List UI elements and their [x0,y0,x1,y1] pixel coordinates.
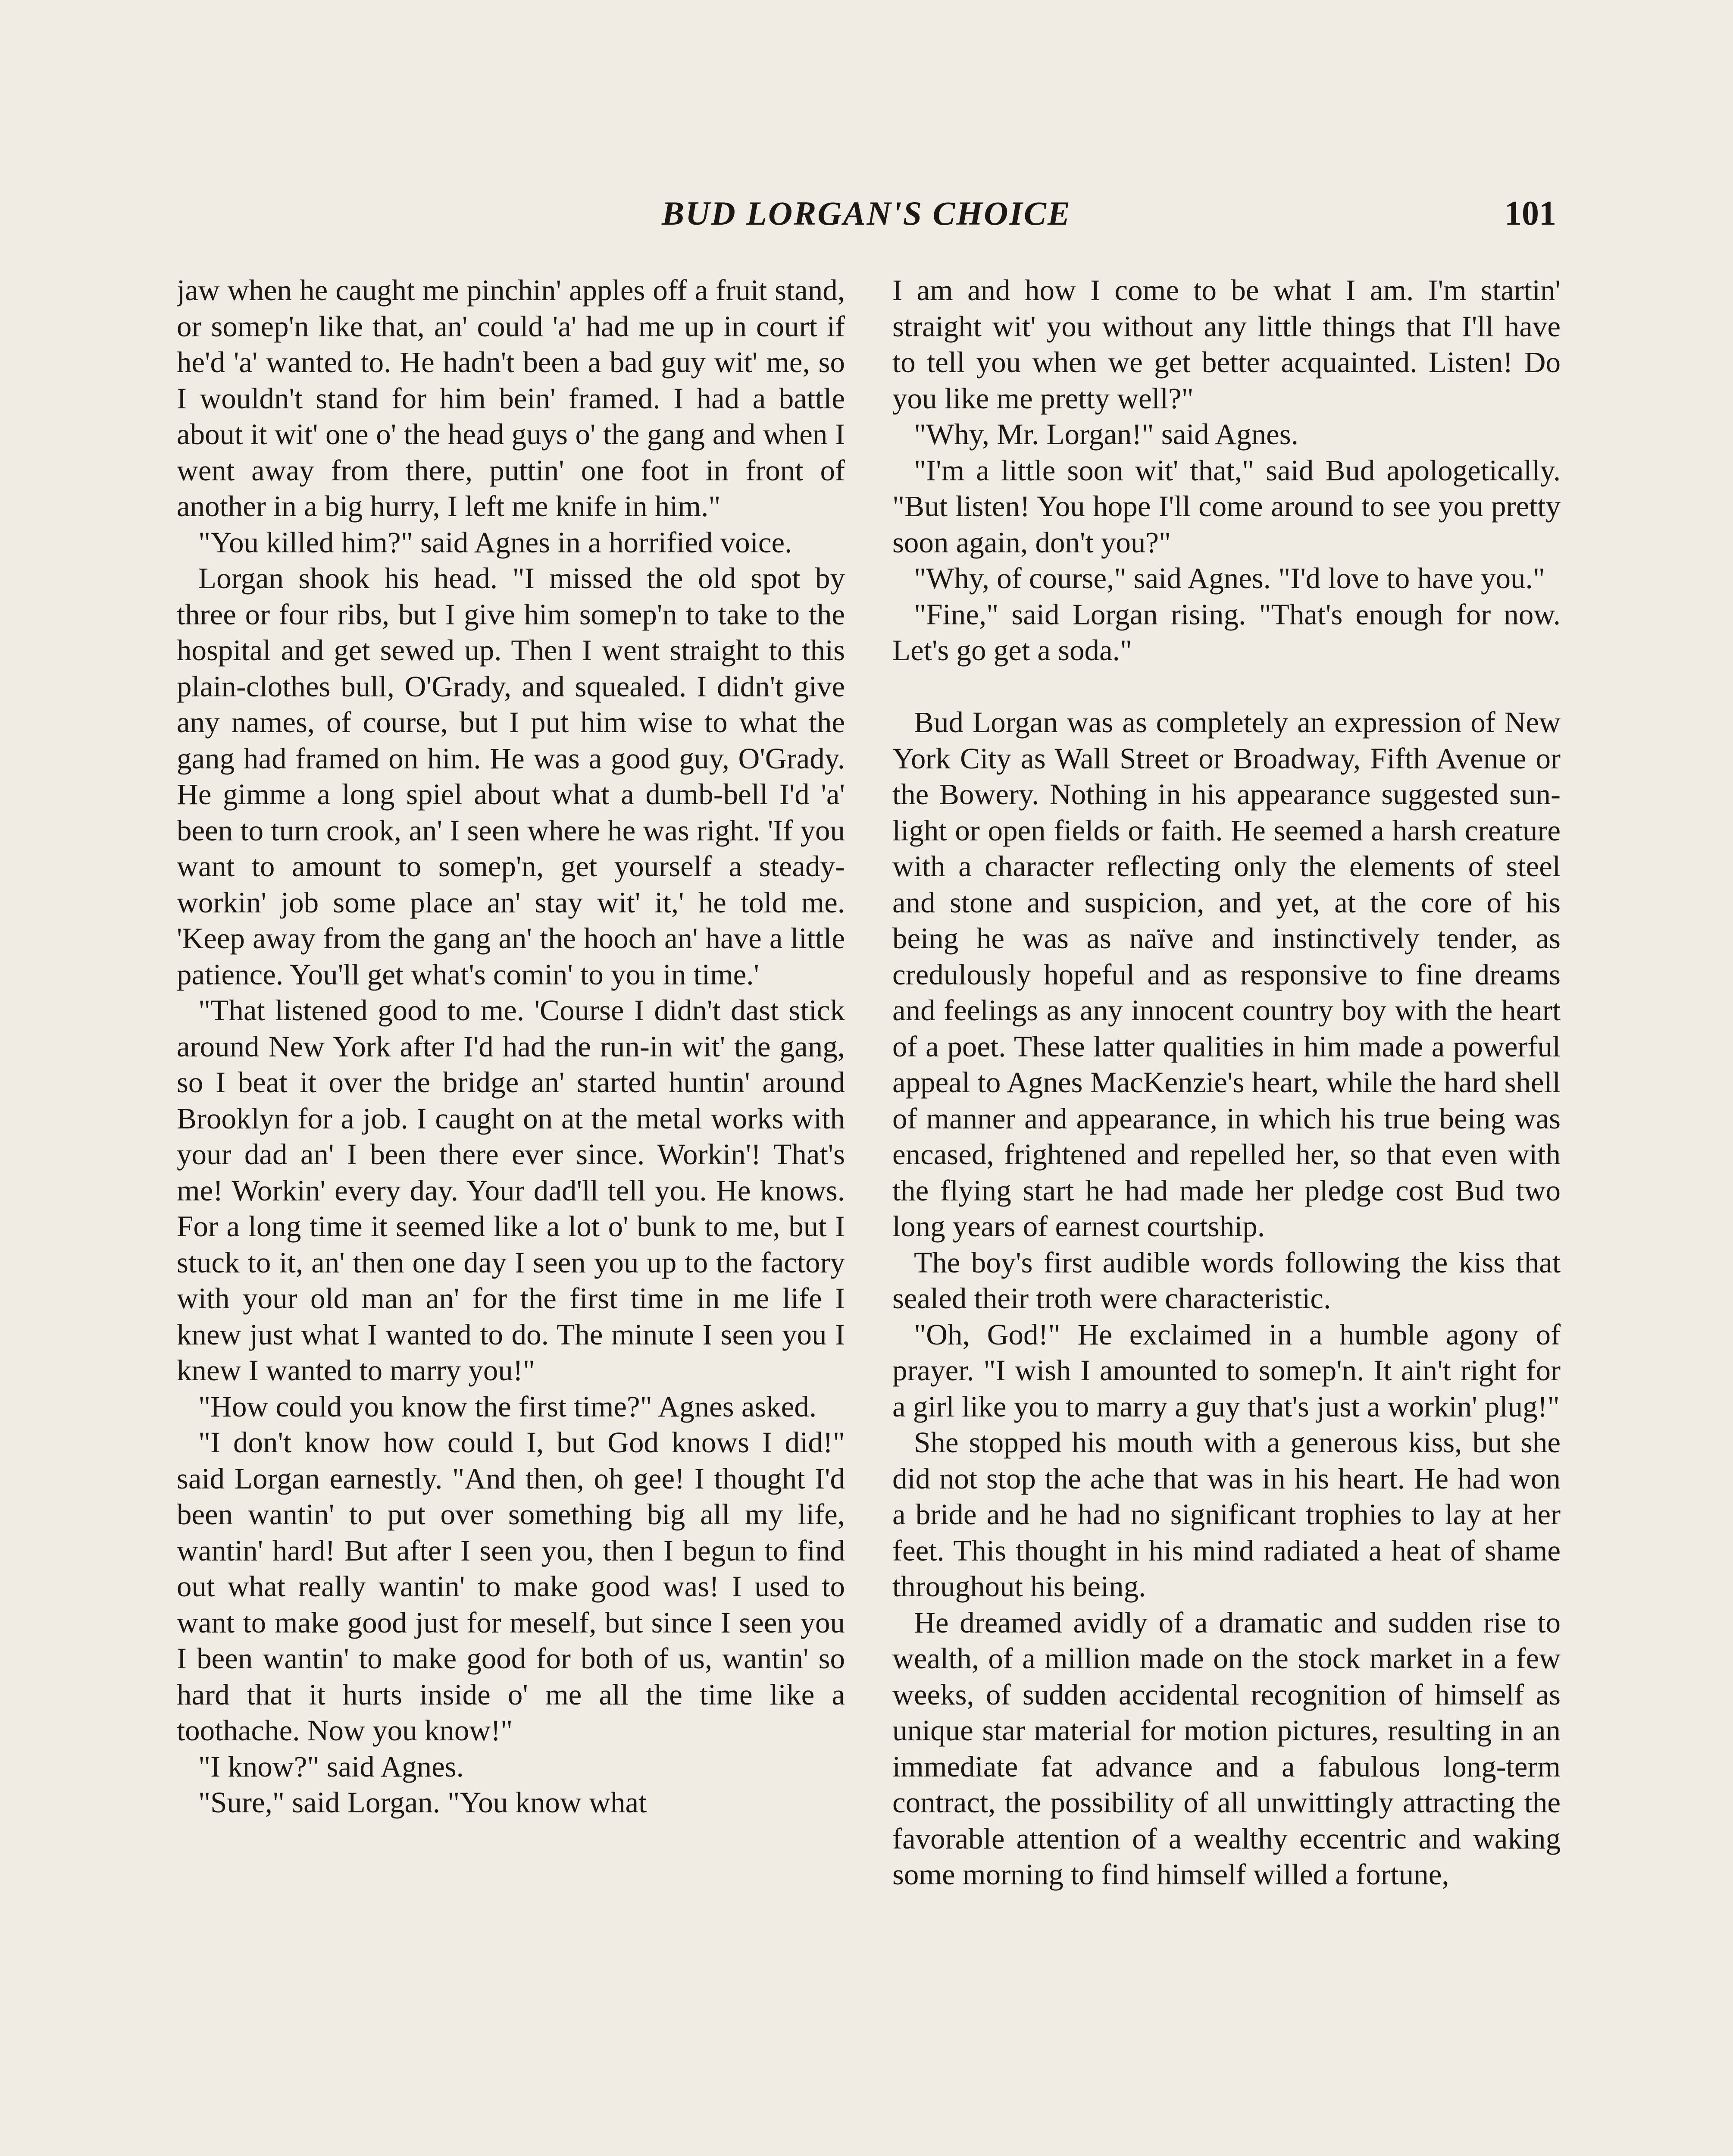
paragraph: "How could you know the first time?" Agnes asked. [198,1390,817,1423]
page-number: 101 [1505,194,1556,232]
paragraph: "Oh, God!" He exclaimed in a humble agony of prayer. "I wish I amounted to somep'n. It ain't right for a girl like you to marry a guy that's just a workin' plug!" [892,1318,1561,1423]
paragraph: "That listened good to me. 'Course I didn't dast stick around New York after I'd had the run-in wit' the gang, so I beat it over the bridge an' started huntin' around Brooklyn for a job. I caught on at the metal works with your dad an' I been there ever since. Workin'! That's me! Workin' every day. Your dad'll tell you. He knows. For a long time it seemed like a lot o' bunk to me, but I stuck to it, an' then one day I seen you up to the factory with your old man an' for the first time in me life I knew just what I wanted to do. The minute I seen you I knew I wanted to marry you!" [177,994,845,1387]
paragraph: Bud Lorgan was as completely an expression of New York City as Wall Street or Broadway, Fifth Avenue or the Bowery. Nothing in his appearance suggested sunlight or open fields or faith. He seemed a harsh creature with a character reflecting only the elements of steel and stone and suspicion, and yet, at the core of his being he was as naïve and instinctively tender, as credulously hopeful and as responsive to fine dreams and feelings as any innocent country boy with the heart of a poet. These latter qualities in him made a powerful appeal to Agnes MacKenzie's heart, while the hard shell of manner and appearance, in which his true being was encased, frightened and repelled her, so that even with the flying start he had made her pledge cost Bud two long years of earnest courtship. [892,706,1561,1243]
paragraph: I am and how I come to be what I am. I'm startin' straight wit' you without any little things that I'll have to tell you when we get better acquainted. Listen! Do you like me pretty well?" [892,274,1561,415]
paragraph: "Sure," said Lorgan. "You know what [198,1786,647,1819]
paragraph: "Why, of course," said Agnes. "I'd love to have you." [914,562,1545,595]
paragraph: "I don't know how could I, but God knows I did!" said Lorgan earnestly. "And then, oh gee! I thought I'd been wantin' to put over something big all my life, wantin' hard! But after I seen you, then I begun to find out what really wantin' to make good was! I used to want to make good just for meself, but since I seen you I been wantin' to make good for both of us, wantin' so hard that it hurts inside o' me all the time like a toothache. Now you know!" [177,1426,845,1747]
paragraph: "I know?" said Agnes. [198,1750,464,1783]
left-text-column [177,273,845,2156]
paragraph: "Why, Mr. Lorgan!" said Agnes. [914,418,1298,451]
paragraph: "Fine," said Lorgan rising. "That's enough for now. Let's go get a soda." [892,598,1561,667]
paragraph: He dreamed avidly of a dramatic and sudden rise to wealth, of a million made on the stock market in a few weeks, of sudden accidental recognition of himself as unique star material for motion pictures, resulting in an immediate fat advance and a fabulous long-term contract, the possibility of all unwittingly attracting the favorable attention of a wealthy eccentric and waking some morning to find himself willed a fortune, [892,1606,1561,1891]
paragraph: The boy's first audible words following the kiss that sealed their troth were characteristic. [892,1246,1561,1315]
paragraph: Lorgan shook his head. "I missed the old spot by three or four ribs, but I give him somep'n to take to the hospital and get sewed up. Then I went straight to this plain-clothes bull, O'Grady, and squealed. I didn't give any names, of course, but I put him wise to what the gang had framed on him. He was a good guy, O'Grady. He gimme a long spiel about what a dumb-bell I'd 'a' been to turn crook, an' I seen where he was right. 'If you want to amount to somep'n, get yourself a steady-workin' job some place an' stay wit' it,' he told me. 'Keep away from the gang an' the hooch an' have a little patience. You'll get what's comin' to you in time.' [177,562,845,991]
right-text-column [892,273,1561,2156]
paragraph: jaw when he caught me pinchin' apples off a fruit stand, or somep'n like that, an' could 'a' had me up in court if he'd 'a' wanted to. He hadn't been a bad guy wit' me, so I wouldn't stand for him bein' framed. I had a battle about it wit' one o' the head guys o' the gang and when I went away from there, puttin' one foot in front of another in a big hurry, I left me knife in him." [177,274,845,523]
paragraph: She stopped his mouth with a generous kiss, but she did not stop the ache that was in his heart. He had won a bride and he had no significant trophies to lay at her feet. This thought in his mind radiated a heat of shame throughout his being. [892,1426,1561,1603]
paragraph: "You killed him?" said Agnes in a horrified voice. [198,526,792,559]
page-header [177,190,1556,237]
running-title: BUD LORGAN'S CHOICE [662,194,1071,232]
paragraph: "I'm a little soon wit' that," said Bud apologetically. "But listen! You hope I'll come around to see you pretty soon again, don't you?" [892,454,1561,559]
